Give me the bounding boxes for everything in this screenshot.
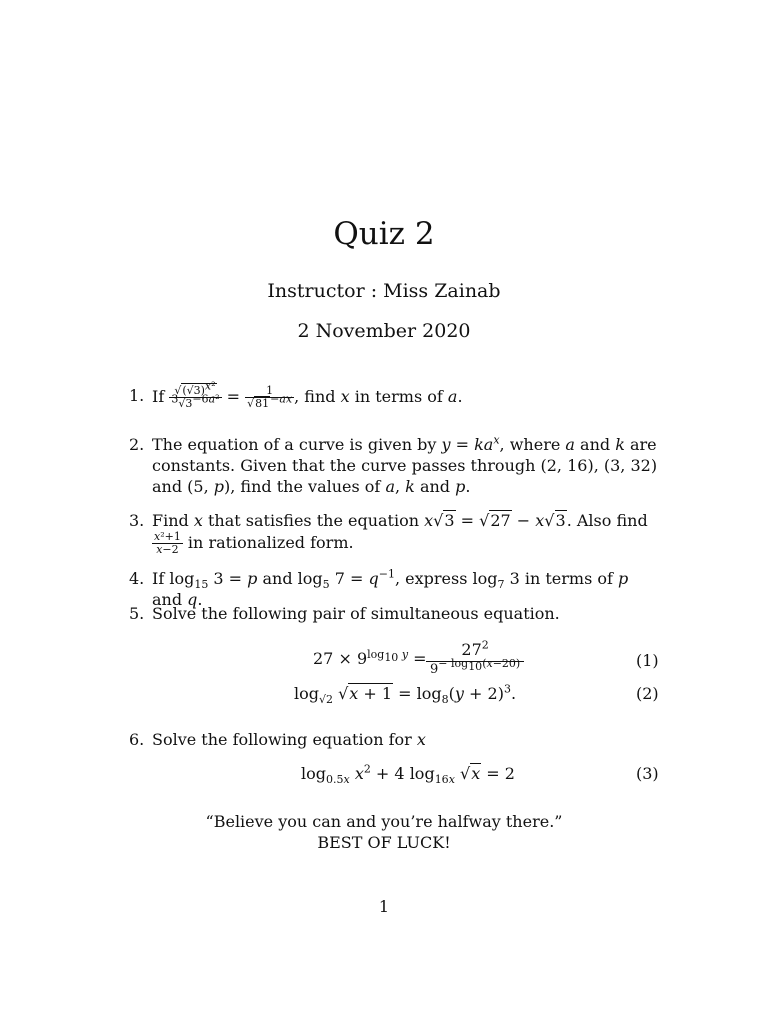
question-number: 3. [129,511,145,530]
equation-1-rhs: $27^2$ $9^{- log_{10}(x-20)}$ [426,640,524,679]
equation-number: (2) [636,684,659,703]
equation-3 [0,764,768,794]
equation-1-lhs: $27 \times 9^{log_{10} y}$ = [313,647,427,668]
question-number: 5. [129,604,145,623]
equation-2-body: $\log_{√2} √x + 1 = \log_8(y + 2)^3$. [294,682,517,707]
fraction-lhs: $\frac{√(√3)^{x^2}}{^3√3^{-6a^2}}$ [171,379,220,410]
equation-3-body: $\log_{0.5x} x^2 + 4$ $\log_{16x} √x = 2$ [301,762,515,787]
equation-number: (3) [636,764,659,783]
question-number: 1. [129,386,145,405]
date-line: 2 November 2020 [297,320,471,342]
equation-2 [0,684,768,714]
question-6-body: Solve the following equation for x [152,730,426,749]
equation-number: (1) [636,651,659,670]
fraction-rhs: $\frac{1}{√81^{-ax}}$ [247,384,293,410]
question-1-body: If $\frac{√(√3)^{x^2}}{^3√3^{-6a^2}}$ = $\frac{1}{√81^{-ax}}$ , find x in terms of a. [152,379,463,410]
question-3-body: Find x that satisfies the equation x√3 = √27 − x√3. Also find $\frac{\text{x²+1}}{x-2}$ in rationalized form. [152,511,648,556]
page-title: Quiz 2 [333,216,435,252]
question-number: 4. [129,569,145,588]
equation-1 [0,638,768,677]
closing-block [0,811,768,853]
question-number: 6. [129,730,145,749]
fraction-rationalize: $\frac{\text{x²+1}}{x-2}$ [154,530,181,556]
question-2-body: The equation of a curve is given by $y = ka^x$, where a and k are constants. Given that the curve passes through (2, 16), (3, 32) and (5, p), find the values of a, k and p. [152,433,658,496]
question-5-body: Solve the following pair of simultaneous equation. [152,604,560,623]
question-4-body: If $\log_{15} 3 = p$ and $\log_5 7 = q^{-1}$, express $\log_7 3$ in terms of p and q. [152,567,629,609]
question-number: 2. [129,435,145,454]
best-of-luck: BEST OF LUCK! [317,833,451,852]
page-number: 1 [378,897,390,916]
quote-text: “Believe you can and you’re halfway there.” [205,812,563,831]
instructor-line: Instructor : Miss Zainab [267,280,501,302]
